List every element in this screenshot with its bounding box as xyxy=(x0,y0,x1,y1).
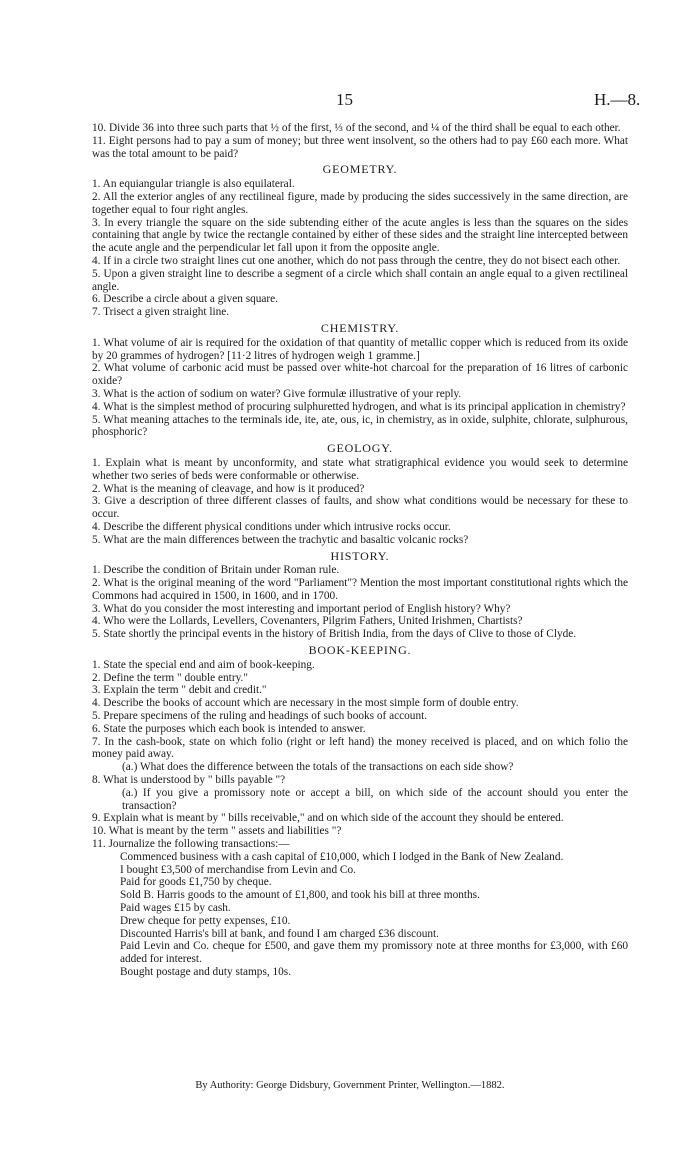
chemistry-question: 4. What is the simplest method of procuring sulphuretted hydrogen, and what is its principal application in chemistry? xyxy=(92,400,626,413)
geometry-question: 3. In every triangle the square on the side subtending either of the acute angles is less than the squares on the sides containing that angle by twice the rectangle contained by either of these sides and the straight line intercepted between the acute angle and the perpendicular let fall upon it from the opposite angle. xyxy=(92,216,628,255)
page-header xyxy=(0,90,700,110)
printer-footer: By Authority: George Didsbury, Government Printer, Wellington.—1882. xyxy=(195,1080,505,1091)
history-question: 3. What do you consider the most interesting and important period of English history? Why? xyxy=(92,602,511,615)
chemistry-question: 2. What volume of carbonic acid must be passed over white-hot charcoal for the preparation of 16 litres of carbonic oxide? xyxy=(92,362,628,388)
bookkeeping-question: 2. Define the term " double entry." xyxy=(92,671,248,684)
journal-entry: Paid for goods £1,750 by cheque. xyxy=(120,876,272,889)
document-reference: H.—8. xyxy=(594,90,641,109)
geology-question: 3. Give a description of three different classes of faults, and show what conditions would be necessary for these to occur. xyxy=(92,495,628,521)
bookkeeping-question: 7. In the cash-book, state on which folio (right or left hand) the money received is placed, and on which folio the money paid away. xyxy=(92,735,628,761)
geometry-question: 6. Describe a circle about a given square. xyxy=(92,293,279,306)
bookkeeping-question: 3. Explain the term " debit and credit." xyxy=(92,684,267,697)
journal-entry: Commenced business with a cash capital of £10,000, which I lodged in the Bank of New Zealand. xyxy=(120,850,564,863)
bookkeeping-subquestion: (a.) What does the difference between the totals of the transactions on each side show? xyxy=(122,761,514,774)
journal-entry: Drew cheque for petty expenses, £10. xyxy=(120,914,291,927)
geology-question: 5. What are the main differences between the trachytic and basaltic volcanic rocks? xyxy=(92,533,469,546)
history-question: 5. State shortly the principal events in the history of British India, from the days of Clive to those of Clyde. xyxy=(92,628,577,641)
bookkeeping-question: 9. Explain what is meant by " bills receivable," and on which side of the account they should be entered. xyxy=(92,812,564,825)
chemistry-heading: CHEMISTRY. xyxy=(320,320,400,335)
bookkeeping-subquestion: (a.) If you give a promissory note or accept a bill, on which side of the account should you enter the transaction? xyxy=(122,786,628,812)
journal-entry: Discounted Harris's bill at bank, and found I am charged £36 discount. xyxy=(120,927,440,940)
arithmetic-question-11: 11. Eight persons had to pay a sum of money; but three went insolvent, so the others had to pay £60 each more. What was the total amount to be paid? xyxy=(92,134,628,160)
chemistry-question: 5. What meaning attaches to the terminals ide, ite, ate, ous, ic, in chemistry, as in oxide, sulphite, chlorate, sulphurous, phosphoric? xyxy=(92,413,628,439)
bookkeeping-question: 1. State the special end and aim of book-keeping. xyxy=(92,658,315,671)
journal-entry: Paid Levin and Co. cheque for £500, and gave them my promissory note at three months for £3,000, with £60 added for interest. xyxy=(120,940,628,966)
page-content xyxy=(92,122,628,979)
bookkeeping-question: 6. State the purposes which each book is intended to answer. xyxy=(92,722,366,735)
page-number: 15 xyxy=(336,90,353,109)
geometry-question: 2. All the exterior angles of any rectilineal figure, made by producing the sides successively in the same direction, are together equal to four right angles. xyxy=(92,190,628,216)
bookkeeping-question: 10. What is meant by the term " assets and liabilities "? xyxy=(92,825,342,838)
history-heading: HISTORY. xyxy=(330,548,390,563)
bookkeeping-question: 4. Describe the books of account which are necessary in the most simple form of double entry. xyxy=(92,697,519,710)
geometry-question: 1. An equiangular triangle is also equilateral. xyxy=(92,178,295,191)
bookkeeping-question: 11. Journalize the following transactions:— xyxy=(92,838,290,851)
history-question: 4. Who were the Lollards, Levellers, Covenanters, Pilgrim Fathers, United Irishmen, Chartists? xyxy=(92,615,523,628)
geometry-question: 5. Upon a given straight line to describe a segment of a circle which shall contain an angle equal to a given rectilineal angle. xyxy=(92,267,628,293)
chemistry-question: 1. What volume of air is required for the oxidation of that quantity of metallic copper which is reduced from its oxide by 20 grammes of hydrogen? [11·2 litres of hydrogen weigh 1 gramme.] xyxy=(92,336,628,362)
chemistry-question: 3. What is the action of sodium on water? Give formulæ illustrative of your reply. xyxy=(92,387,462,400)
geometry-heading: GEOMETRY. xyxy=(322,162,398,177)
geology-question: 2. What is the meaning of cleavage, and how is it produced? xyxy=(92,482,365,495)
journal-entry: Sold B. Harris goods to the amount of £1,800, and took his bill at three months. xyxy=(120,889,480,902)
geology-heading: GEOLOGY. xyxy=(327,441,393,456)
geology-question: 1. Explain what is meant by unconformity, and state what stratigraphical evidence you would seek to determine whether two series of beds were conformable or otherwise. xyxy=(92,456,628,482)
geometry-question: 4. If in a circle two straight lines cut one another, which do not pass through the centre, they do not bisect each other. xyxy=(92,254,621,267)
arithmetic-question-10: 10. Divide 36 into three such parts that ½ of the first, ⅓ of the second, and ¼ of the third shall be equal to each other. xyxy=(92,122,621,134)
geology-question: 4. Describe the different physical conditions under which intrusive rocks occur. xyxy=(92,520,451,533)
geometry-question: 7. Trisect a given straight line. xyxy=(92,306,230,319)
bookkeeping-heading: BOOK-KEEPING. xyxy=(308,643,412,658)
bookkeeping-question: 8. What is understood by " bills payable "? xyxy=(92,774,286,787)
journal-entry: I bought £3,500 of merchandise from Levin and Co. xyxy=(120,863,356,876)
bookkeeping-question: 5. Prepare specimens of the ruling and headings of such books of account. xyxy=(92,710,428,723)
history-question: 2. What is the original meaning of the word "Parliament"? Mention the most important constitutional rights which the Commons had acquired in 1500, in 1600, and in 1700. xyxy=(92,577,628,602)
journal-entry: Paid wages £15 by cash. xyxy=(120,902,231,915)
journal-entry: Bought postage and duty stamps, 10s. xyxy=(120,966,292,978)
history-question: 1. Describe the condition of Britain under Roman rule. xyxy=(92,564,340,577)
